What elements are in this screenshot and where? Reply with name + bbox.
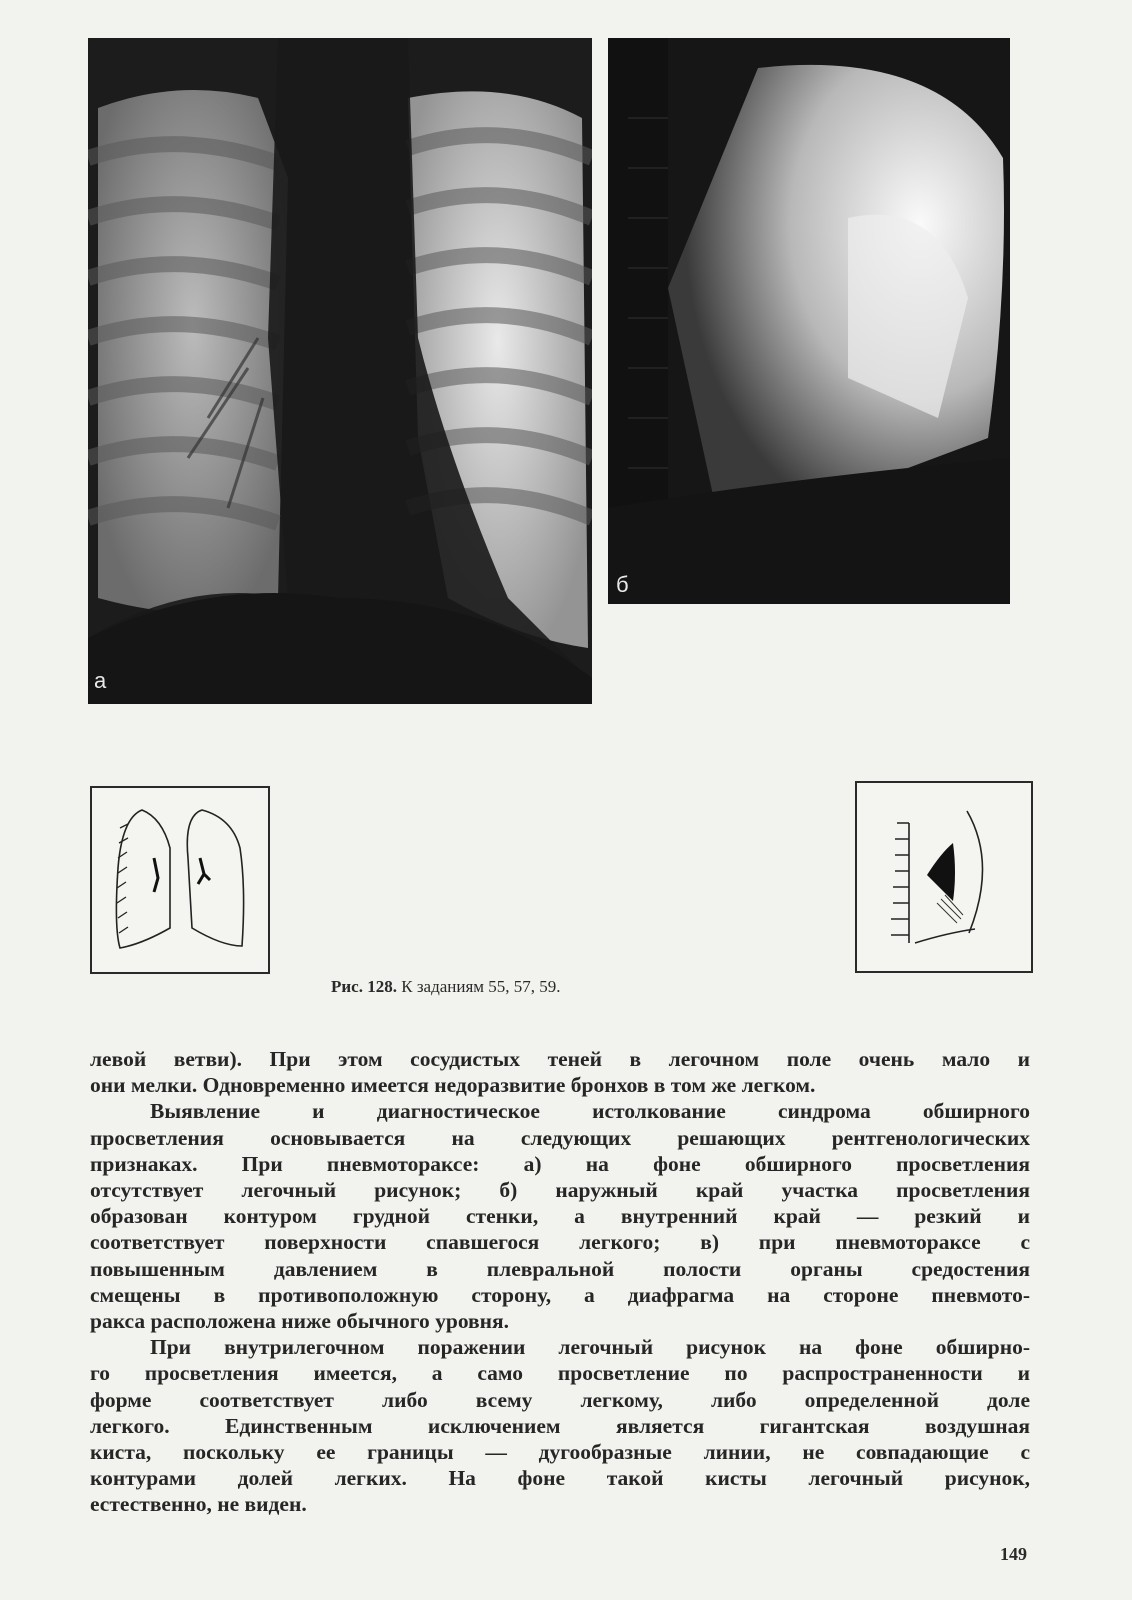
text-line: образован контуром грудной стенки, а внутренний край — резкий и [90,1204,1030,1229]
text-line: признаках. При пневмотораксе: а) на фоне обширного просветления [90,1151,1030,1176]
text-line: они мелки. Одновременно имеется недоразвитие бронхов в том же легком. [90,1073,816,1098]
paragraph-3 [90,1334,1030,1517]
paragraph-2 [90,1098,1030,1334]
text-line: естественно, не виден. [90,1492,307,1517]
text-line: киста, поскольку ее границы — дугообразные линии, не совпадающие с [90,1440,1030,1465]
paragraph-1 [90,1046,1030,1098]
text-line: контурами долей легких. На фоне такой кисты легочный рисунок, [90,1466,1030,1491]
panel-b-label: б [616,572,629,597]
text-line: отсутствует легочный рисунок; б) наружный край участка просветления [90,1178,1030,1203]
scheme-lateral-diagram [855,781,1033,973]
text-line: соответствует поверхности спавшегося легкого; в) при пневмотораксе с [90,1230,1030,1255]
text-line: смещены в противоположную сторону, а диафрагма на стороне пневмото- [90,1282,1030,1307]
xray-frontal-image [88,38,592,704]
text-line: повышенным давлением в плевральной полости органы средостения [90,1256,1030,1281]
text-line: ракса расположена ниже обычного уровня. [90,1309,510,1334]
text-line: го просветления имеется, а само просветление по распространенности и [90,1361,1030,1386]
panel-a-label: а [94,668,107,693]
text-line: левой ветви). При этом сосудистых теней в легочном поле очень мало и [90,1047,1030,1071]
text-line: Выявление и диагностическое истолкование синдрома обширного [150,1099,1030,1124]
body-text [90,1046,1030,1518]
text-line: легкого. Единственным исключением является гигантская воздушная [90,1413,1030,1438]
page-number: 149 [1000,1544,1027,1564]
xray-lateral-image [608,38,1010,604]
caption-text: К заданиям 55, 57, 59. [401,977,561,996]
text-line: просветления основывается на следующих решающих рентгенологических [90,1125,1030,1150]
text-line: форме соответствует либо всему легкому, либо определенной доле [90,1387,1030,1412]
scheme-frontal-diagram [90,786,270,974]
caption-prefix: Рис. 128. [331,977,397,996]
text-line: При внутрилегочном поражении легочный рисунок на фоне обширно- [150,1335,1030,1360]
figure-caption [331,977,561,997]
